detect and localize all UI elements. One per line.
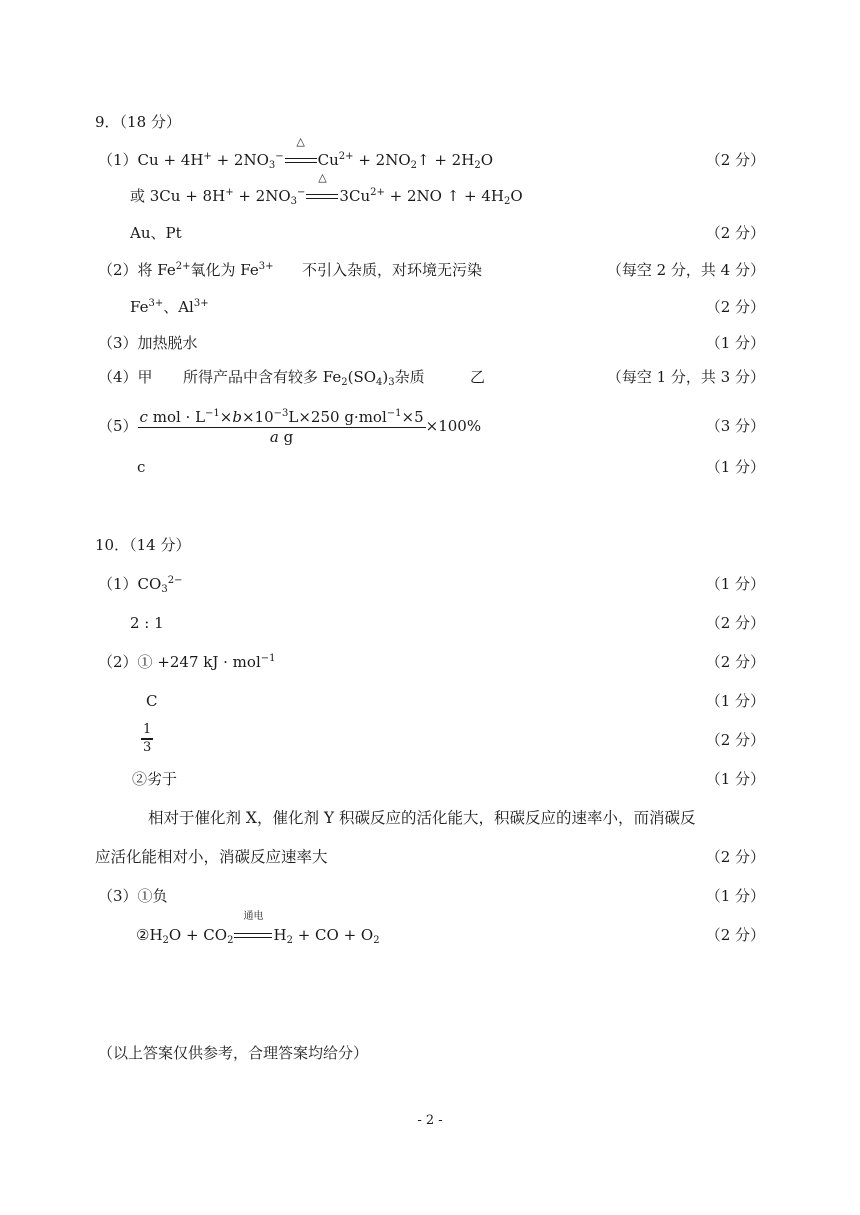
electrolysis-condition-arrow: 通电 xyxy=(234,926,272,940)
q9-p4-reason: 所得产品中含有较多 $Fe_2(SO_4)_3$杂质 xyxy=(183,368,425,388)
q9-eq1-line xyxy=(0,135,860,173)
q10-header: 10．（14 分） xyxy=(95,536,191,554)
q9-header-line xyxy=(0,109,860,135)
score: （2 分） xyxy=(705,926,765,944)
q10-ratio: 2 : 1 xyxy=(130,614,164,632)
score: （1 分） xyxy=(705,458,765,476)
q9-p5: （5） $\frac{c mol \cdot L^{-1}\times b\times 10^{-3}L\times 250 g\cdot mol^{-1}\times 5}{\text{a g}}$ ×100% xyxy=(98,408,482,446)
q10-fraction: $\frac{1}{3}$ xyxy=(143,722,152,755)
q10-p2: （2）① +247 kJ · mol$^{-1}$ xyxy=(98,653,276,671)
q9-p4-line xyxy=(0,364,860,390)
q10-inferior-line xyxy=(0,766,860,792)
q9-metals-line xyxy=(0,220,860,246)
q9-metals: Au、Pt xyxy=(130,224,182,242)
q10-p1: $(1)CO_3^{2-}$ xyxy=(98,575,183,595)
score: （2 分） xyxy=(705,614,765,632)
page-number: - 2 - xyxy=(417,1113,443,1128)
footer-note: （以上答案仅供参考，合理答案均给分） xyxy=(98,1044,369,1062)
q9-p2-line xyxy=(0,257,860,283)
q10-c-line xyxy=(0,688,860,714)
q10-inferior: ②劣于 xyxy=(132,770,178,788)
q10-p2-line xyxy=(0,649,860,675)
q10-p3: （3）①负 xyxy=(98,887,168,905)
q9-p4-answer-a: （4）甲 xyxy=(98,368,153,386)
q10-explain-line-1 xyxy=(0,805,860,831)
score: （1 分） xyxy=(705,887,765,905)
q10-explain-1: 相对于催化剂 X，催化剂 Y 积碳反应的活化能大，积碳反应的速率小，而消碳反 xyxy=(148,809,696,827)
score: （2 分） xyxy=(705,848,765,866)
q9-ions-line xyxy=(0,294,860,320)
score: （2 分） xyxy=(705,224,765,242)
purity-fraction: $\frac{c mol \cdot L^{-1}\times b\times 10^{-3}L\times 250 g\cdot mol^{-1}\times 5}{\text{a g}}$ xyxy=(139,408,424,446)
q10-answer-c: C xyxy=(146,692,158,710)
footer-note-line xyxy=(0,1040,860,1066)
score: （2 分） xyxy=(705,731,765,749)
q9-p2: （2）将 $Fe^{2+}$氧化为 $Fe^{3+}$ xyxy=(98,261,274,279)
q9-p5-line xyxy=(0,403,860,449)
heat-condition-arrow: △ xyxy=(285,151,317,165)
q10-eq3-line xyxy=(0,911,860,948)
heat-condition-arrow: △ xyxy=(306,187,338,201)
q9-p3-line xyxy=(0,330,860,356)
q10-p3-line xyxy=(0,883,860,909)
q9-eq2-line xyxy=(0,171,860,209)
q10-header-line xyxy=(0,532,860,558)
score: （1 分） xyxy=(705,692,765,710)
score: （3 分） xyxy=(705,417,765,435)
q9-p4-answer-b: 乙 xyxy=(470,368,486,386)
q10-frac-line xyxy=(0,722,860,758)
q9-p5-c: c xyxy=(137,458,146,476)
q10-explain-2: 应活化能相对小，消碳反应速率大 xyxy=(95,848,328,866)
score: （2 分） xyxy=(705,298,765,316)
q9-eq1: $(1)Cu + 4H^+ + 2NO_3^-$ △ $Cu^{2+}$ + $2NO_2↑ + 2H_2O$ xyxy=(98,135,493,171)
score: （1 分） xyxy=(705,575,765,593)
q9-eq2: 或 $3Cu + 8H^+ + 2NO_3^-$ △ $3Cu^{2+} + 2NO$ ↑ + $4H_2O$ xyxy=(130,171,523,207)
q9-ions: $Fe^{3+}$、$Al^{3+}$ xyxy=(130,298,209,316)
q9-p5c-line xyxy=(0,454,860,480)
score: （1 分） xyxy=(705,334,765,352)
score: （每空 2 分，共 4 分） xyxy=(606,261,765,279)
q9-header: 9．（18 分） xyxy=(95,113,181,131)
score: （2 分） xyxy=(705,151,765,169)
q9-p2-reason: 不引入杂质，对环境无污染 xyxy=(302,261,483,279)
q10-explain-line-2 xyxy=(0,844,860,870)
q10-ratio-line xyxy=(0,610,860,636)
q9-p3: （3）加热脱水 xyxy=(98,334,198,352)
score: （1 分） xyxy=(705,770,765,788)
q10-p1-line xyxy=(0,571,860,597)
score: （每空 1 分，共 3 分） xyxy=(606,368,765,386)
q10-eq3: $②H_2O + CO_2$ 通电 $H_2$ + CO + $O_2$ xyxy=(136,911,380,946)
score: （2 分） xyxy=(705,653,765,671)
